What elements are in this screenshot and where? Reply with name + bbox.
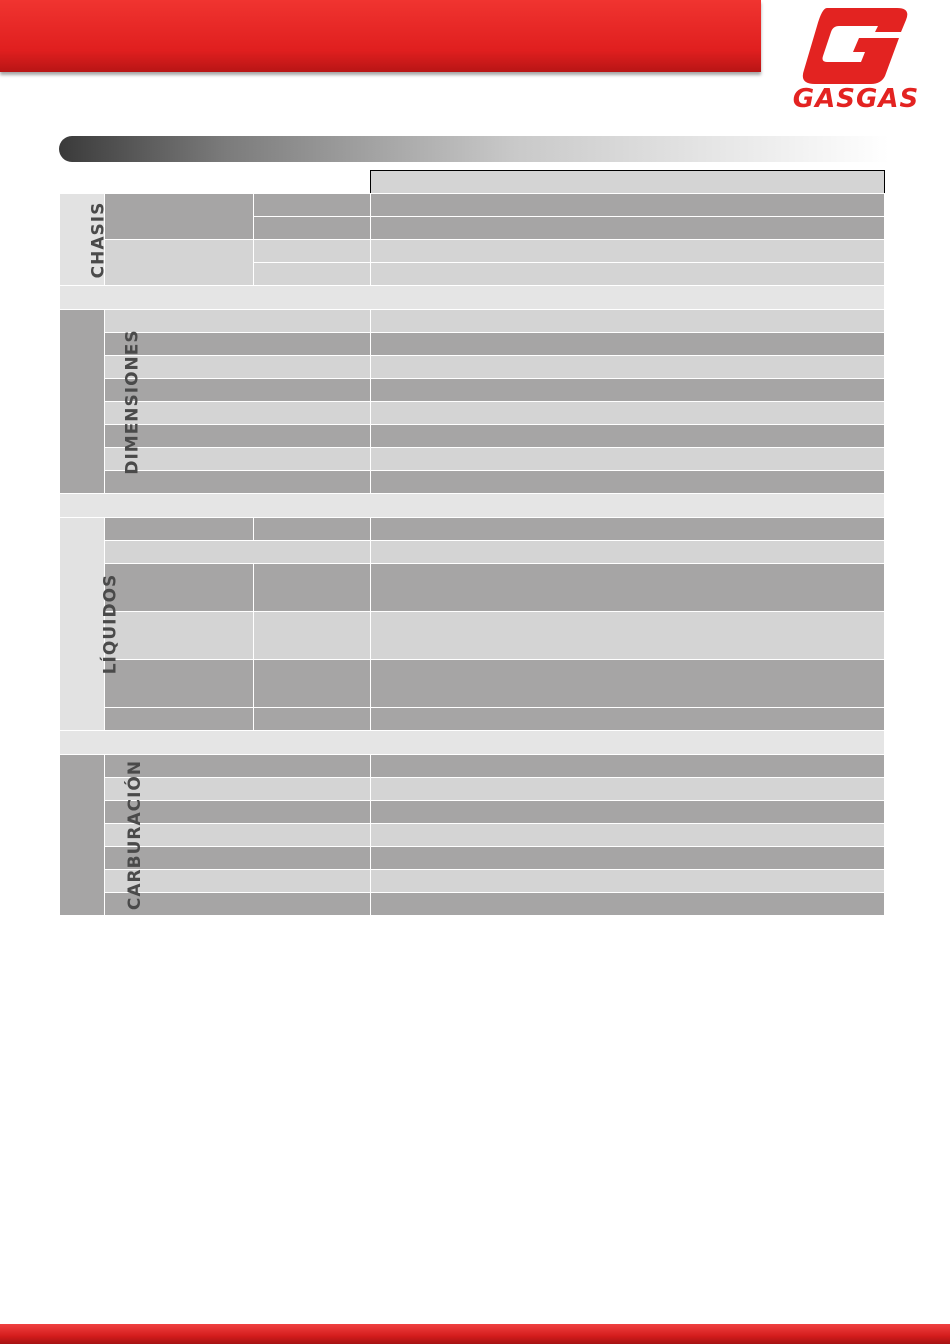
carburetion-label: CARBURACIÓN [125, 759, 146, 911]
footer-bar [0, 1324, 950, 1344]
table-cell [371, 263, 885, 286]
table-cell [371, 310, 885, 333]
table-header-row [60, 171, 885, 194]
table-cell [105, 333, 371, 356]
table-cell [371, 425, 885, 448]
table-row [60, 870, 885, 893]
table-row [60, 541, 885, 564]
logo-wordmark: GASGAS [792, 84, 920, 114]
table-cell [105, 518, 254, 541]
table-cell [371, 333, 885, 356]
table-cell [371, 518, 885, 541]
table-row [60, 240, 885, 263]
table-row [60, 356, 885, 379]
table-cell [105, 708, 254, 731]
table-row [60, 402, 885, 425]
table-cell [105, 660, 254, 708]
table-cell [371, 402, 885, 425]
table-row [60, 893, 885, 916]
table-cell [371, 870, 885, 893]
gasgas-g-icon [803, 8, 908, 84]
table-cell [371, 217, 885, 240]
separator-cell [60, 286, 885, 310]
table-row [60, 824, 885, 847]
table-row [60, 847, 885, 870]
table-cell [371, 564, 885, 612]
table-cell [105, 541, 371, 564]
table-cell [105, 612, 254, 660]
table-row [60, 518, 885, 541]
table-cell [371, 194, 885, 217]
table-cell [105, 356, 371, 379]
section-separator [60, 286, 885, 310]
table-cell [254, 263, 371, 286]
table-cell [371, 893, 885, 916]
table-cell [371, 448, 885, 471]
table-row [60, 448, 885, 471]
carburetion-side-cell [60, 755, 146, 916]
table-cell [105, 194, 254, 240]
table-row [60, 778, 885, 801]
header-value-cell [371, 171, 885, 194]
table-cell [105, 425, 371, 448]
table-cell [105, 310, 371, 333]
table-row [60, 801, 885, 824]
chassis-side-cell [60, 194, 109, 286]
table-cell [254, 194, 371, 217]
table-cell [105, 471, 371, 494]
table-row [60, 379, 885, 402]
table-row [60, 564, 885, 612]
section-separator [60, 731, 885, 755]
table-cell [105, 240, 254, 286]
table-cell [371, 379, 885, 402]
table-cell [371, 824, 885, 847]
chassis-label: CHASIS [88, 201, 109, 278]
table-cell [254, 708, 371, 731]
table-cell [254, 217, 371, 240]
table-cell [105, 448, 371, 471]
table-row [60, 660, 885, 708]
liquids-label: LÍQUIDOS [100, 573, 121, 675]
table-row [60, 310, 885, 333]
spec-table [59, 170, 885, 916]
table-cell [371, 240, 885, 263]
table-row [60, 612, 885, 660]
table-row [60, 425, 885, 448]
table-row [60, 755, 885, 778]
table-cell [371, 660, 885, 708]
table-cell [254, 518, 371, 541]
separator-cell [60, 731, 885, 755]
table-cell [105, 402, 371, 425]
section-title-bar [59, 136, 889, 162]
table-cell [371, 847, 885, 870]
table-cell [105, 379, 371, 402]
header-blank-cell [60, 171, 371, 194]
table-cell [371, 708, 885, 731]
table-cell [371, 356, 885, 379]
table-cell [371, 755, 885, 778]
table-cell [371, 612, 885, 660]
table-cell [254, 240, 371, 263]
table-cell [254, 564, 371, 612]
dimensions-label: DIMENSIONES [122, 328, 143, 475]
table-cell [254, 660, 371, 708]
table-row [60, 194, 885, 217]
table-cell [105, 564, 254, 612]
gasgas-logo [775, 4, 937, 114]
header-bar [0, 0, 761, 72]
table-cell [371, 801, 885, 824]
liquids-side-cell [60, 518, 121, 731]
table-cell [254, 612, 371, 660]
table-cell [371, 471, 885, 494]
separator-cell [60, 494, 885, 518]
dimensions-side-cell [60, 310, 143, 494]
table-row [60, 333, 885, 356]
table-row [60, 708, 885, 731]
table-cell [371, 778, 885, 801]
section-separator [60, 494, 885, 518]
table-row [60, 471, 885, 494]
table-cell [371, 541, 885, 564]
